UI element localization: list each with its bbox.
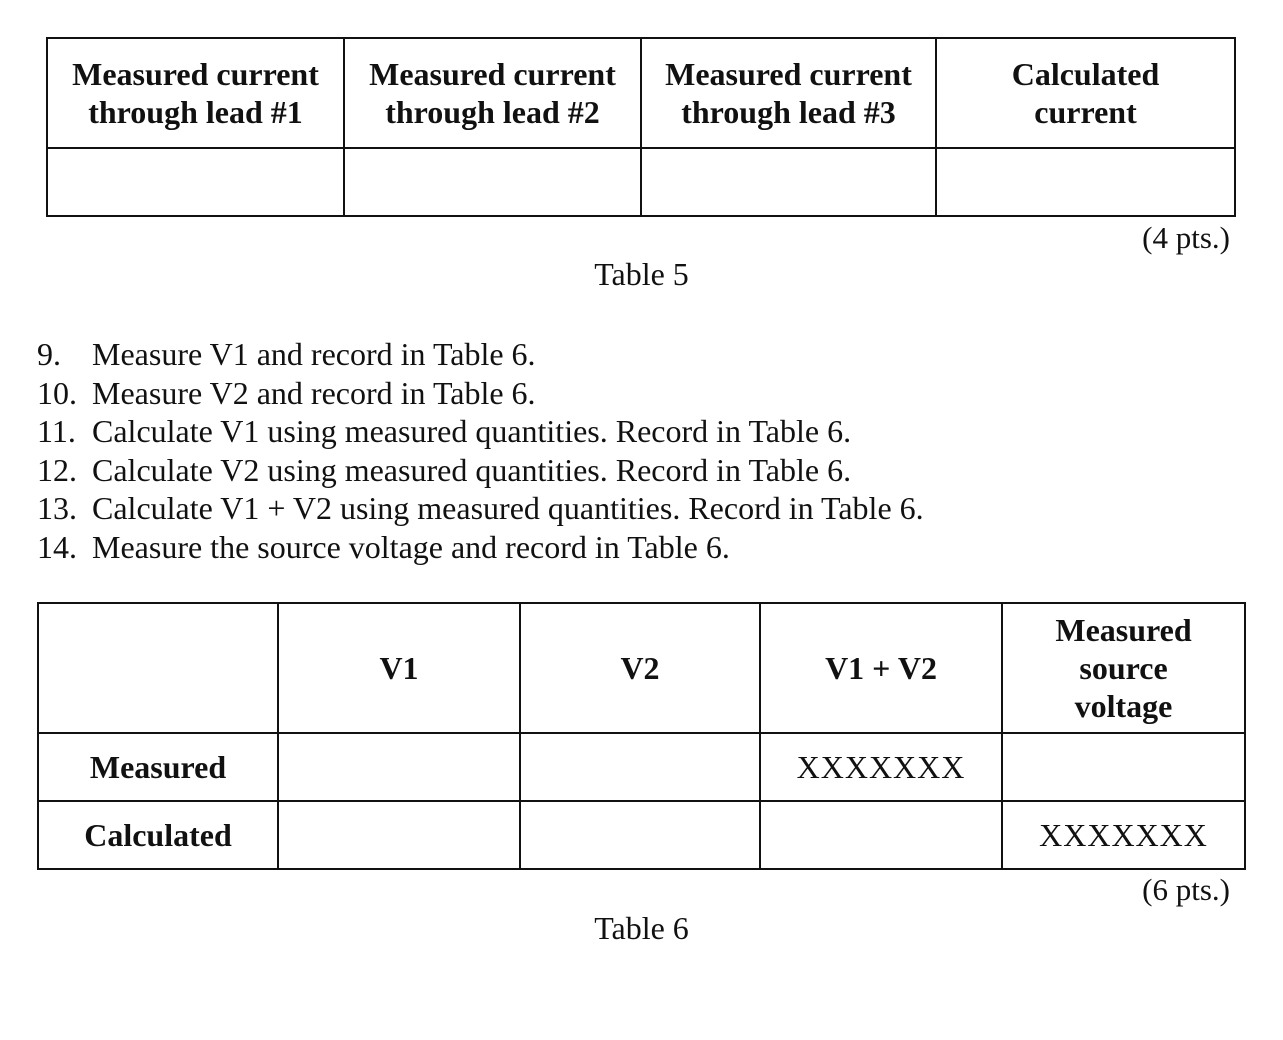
- t5-header-lead3: Measured current through lead #3: [641, 38, 936, 148]
- step-item: 10. Measure V2 and record in Table 6.: [37, 374, 536, 411]
- step-item: 12. Calculate V2 using measured quantities. Record in Table 6.: [37, 451, 852, 488]
- step-item: 13. Calculate V1 + V2 using measured quantities. Record in Table 6.: [37, 490, 924, 527]
- t6-cell-measured-v1-plus-v2: XXXXXXX: [760, 733, 1002, 801]
- table-5-points: (4 pts.): [1142, 220, 1230, 255]
- t6-header-v2: V2: [520, 603, 760, 733]
- t6-row-label-measured: Measured: [38, 733, 278, 801]
- t6-header-v1: V1: [278, 603, 520, 733]
- t6-cell-calculated-source: XXXXXXX: [1002, 801, 1245, 869]
- instruction-steps: [37, 335, 924, 567]
- t5-cell-lead2[interactable]: [344, 148, 641, 216]
- step-item: 9. Measure V1 and record in Table 6.: [37, 336, 536, 372]
- step-item: 11. Calculate V1 using measured quantities. Record in Table 6.: [37, 413, 852, 450]
- t6-row-label-calculated: Calculated: [38, 801, 278, 869]
- t5-cell-calculated[interactable]: [936, 148, 1235, 216]
- t5-header-lead2: Measured current through lead #2: [344, 38, 641, 148]
- table-6-caption: Table 6: [594, 910, 689, 946]
- t5-header-calculated: Calculated current: [936, 38, 1235, 148]
- t5-cell-lead3[interactable]: [641, 148, 936, 216]
- step-item: 14. Measure the source voltage and record in Table 6.: [37, 528, 730, 565]
- t6-cell-calculated-v1-plus-v2[interactable]: [760, 801, 1002, 869]
- t6-cell-measured-v2[interactable]: [520, 733, 760, 801]
- t5-header-lead1: Measured current through lead #1: [47, 38, 344, 148]
- table-6-points: (6 pts.): [1142, 872, 1230, 907]
- table-5: [46, 37, 1236, 217]
- t6-cell-calculated-v1[interactable]: [278, 801, 520, 869]
- t6-header-v1-plus-v2: V1 + V2: [760, 603, 1002, 733]
- t6-cell-calculated-v2[interactable]: [520, 801, 760, 869]
- t5-cell-lead1[interactable]: [47, 148, 344, 216]
- t6-header-blank: [38, 603, 278, 733]
- table-6: [37, 602, 1246, 870]
- t6-cell-measured-v1[interactable]: [278, 733, 520, 801]
- t6-header-source-voltage: Measured source voltage: [1002, 603, 1245, 733]
- t6-cell-measured-source[interactable]: [1002, 733, 1245, 801]
- table-5-caption: Table 5: [594, 256, 689, 292]
